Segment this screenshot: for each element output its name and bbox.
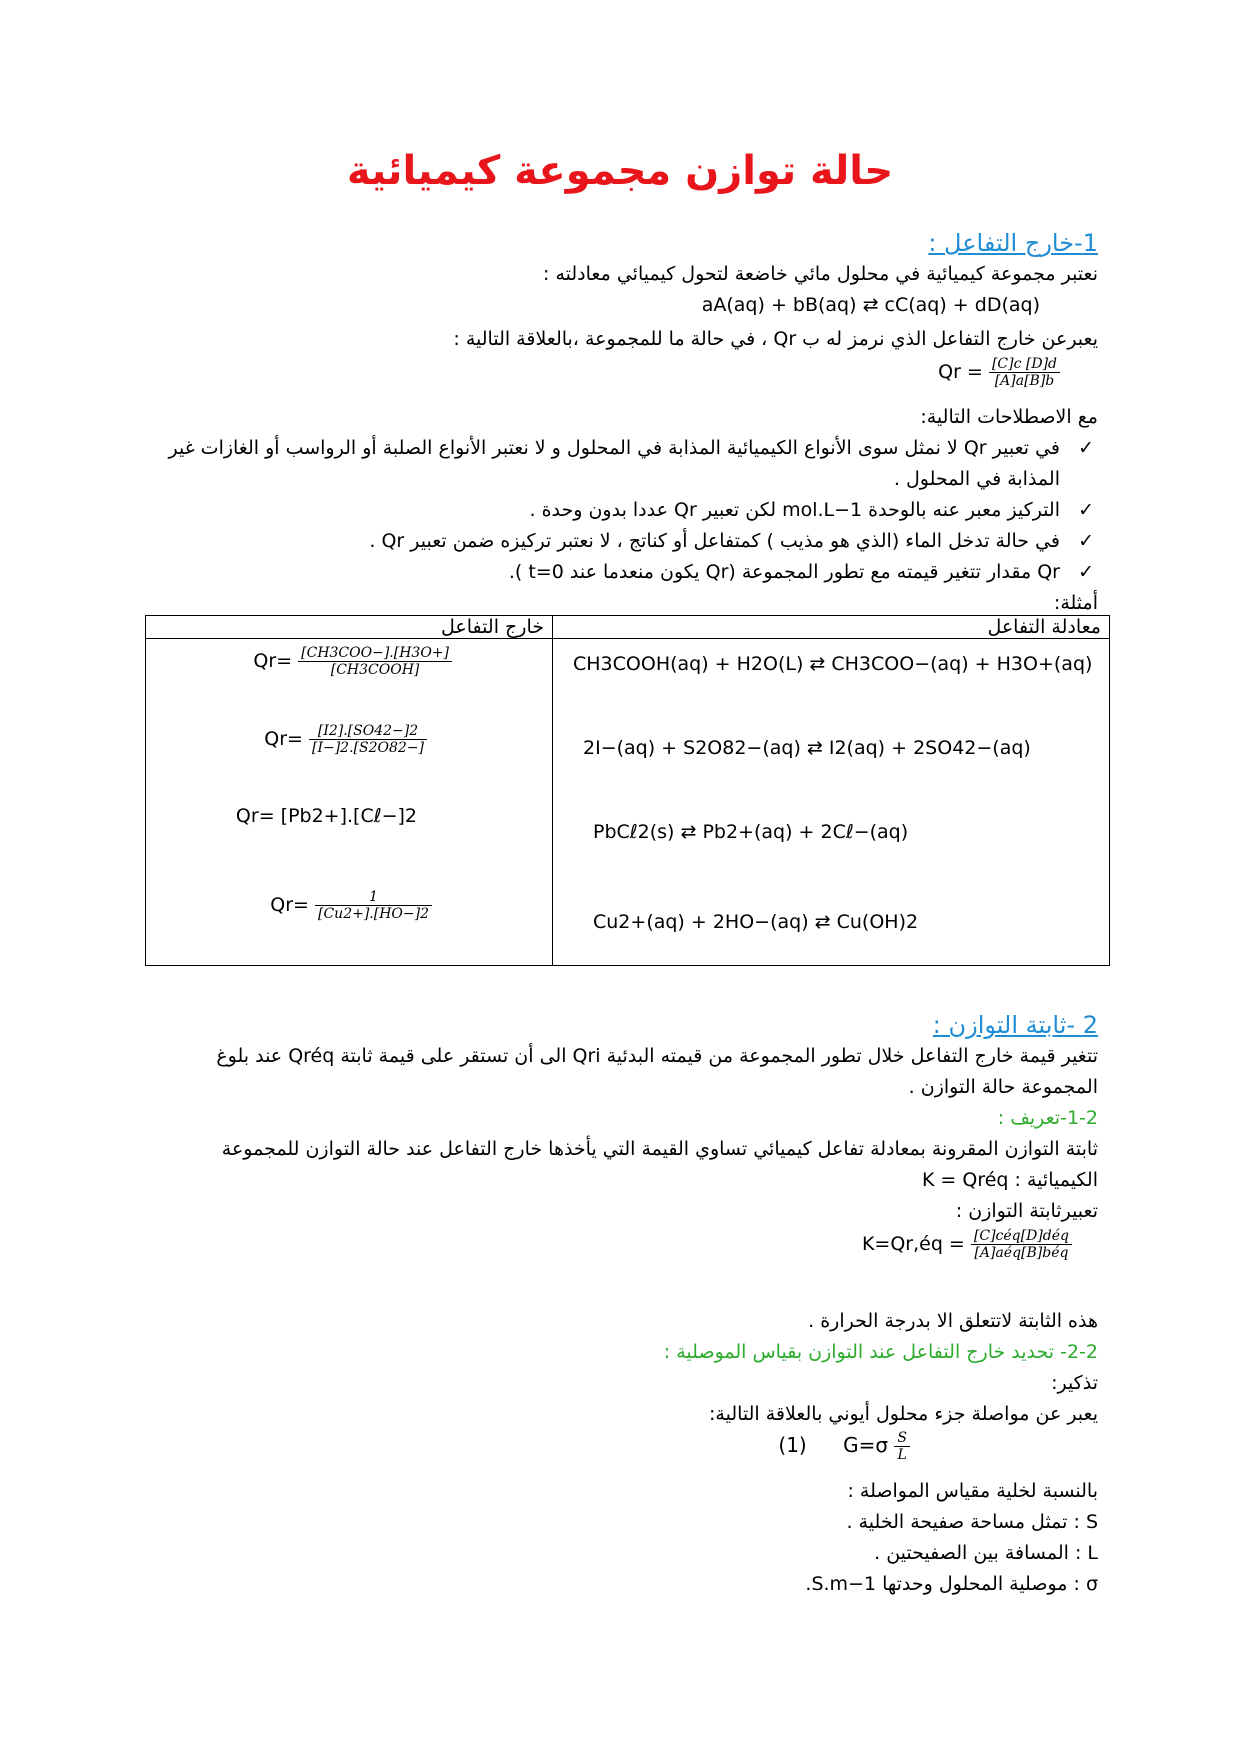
equation-4: Cu2+(aq) + 2HO−(aq) ⇄ Cu(OH)2 xyxy=(593,911,919,933)
k-fraction xyxy=(971,1228,1072,1261)
definition-subheading: 1-2-تعريف : xyxy=(997,1107,1098,1129)
equations-cell xyxy=(553,639,1110,966)
examples-table xyxy=(145,615,1110,966)
k-label: K=Qr,éq = xyxy=(861,1233,965,1256)
quotient-1-numerator: [CH3COO−].[H3O+] xyxy=(298,645,452,662)
quotient-3-value: [Pb2+].[Cℓ−]2 xyxy=(280,805,417,827)
general-reaction-equation xyxy=(702,294,1040,316)
qr-denominator: [A]a[B]b xyxy=(994,373,1055,390)
g-denominator: L xyxy=(897,1447,907,1464)
definition-text: ثابتة التوازن المقرونة بمعادلة تفاعل كيميائي تساوي القيمة التي يأخذها خارج التفاعل عند حالة التوازن للمجموعة الكيميائية : K = Qréq xyxy=(221,1138,1098,1191)
table-body-row xyxy=(146,639,1110,966)
conventions xyxy=(146,402,1098,619)
quotient-1-fraction xyxy=(298,645,452,678)
quotient-4-numerator: 1 xyxy=(315,889,432,906)
section-2-intro: تتغير قيمة خارج التفاعل خلال تطور المجموعة من قيمته البدئية Qri الى أن تستقر على قيمة ثابتة Qréq عند بلوغ المجموعة حالة التوازن . xyxy=(216,1045,1098,1098)
header-reaction-equation: معادلة التفاعل xyxy=(553,616,1110,639)
section-1 xyxy=(146,228,1098,290)
quotient-2-prefix: Qr= xyxy=(264,728,303,751)
examples-label: أمثلة: xyxy=(1053,592,1098,614)
page-title: حالة توازن مجموعة كيميائية xyxy=(346,148,894,194)
conductance-formula xyxy=(778,1430,910,1463)
quotient-4-prefix: Qr= xyxy=(270,894,309,917)
quotient-4 xyxy=(270,889,432,922)
qr-fraction xyxy=(989,356,1060,389)
conventions-label: مع الاصطلاحات التالية: xyxy=(920,406,1098,428)
quotient-1 xyxy=(253,645,452,678)
convention-item: ✓ Qr مقدار تتغير قيمته مع تطور المجموعة (Qr يكون منعدما عند t=0 ). xyxy=(146,557,1098,588)
k-formula xyxy=(862,1228,1072,1261)
section-1-heading: 1-خارج التفاعل : xyxy=(928,229,1098,257)
convention-item: ✓ في تعبير Qr لا نمثل سوى الأنواع الكيميائية المذابة في المحلول و لا نعتبر الأنواع الصلبة أو الرواسب أو الغازات غير المذابة في المحلول . xyxy=(146,433,1098,495)
definition-item: σ : موصلية المحلول وحدتها S.m−1. xyxy=(805,1573,1098,1595)
convention-item: ✓ في حالة تدخل الماء (الذي هو مذيب ) كمتفاعل أو كناتج ، لا نعتبر تركيزه ضمن تعبير Qr . xyxy=(146,526,1098,557)
quotient-2-numerator: [I2].[SO42−]2 xyxy=(309,723,427,740)
k-expression-label: تعبيرثابتة التوازن : xyxy=(955,1200,1098,1222)
definition-item: S : تمثل مساحة صفيحة الخلية . xyxy=(846,1511,1098,1533)
section-2-heading: 2 -ثابتة التوازن : xyxy=(932,1011,1098,1039)
cell-definitions xyxy=(146,1476,1098,1600)
quotient-1-denominator: [CH3COOH] xyxy=(330,662,420,679)
g-fraction xyxy=(894,1430,910,1463)
quotient-3-prefix: Qr= xyxy=(235,805,275,827)
quotient-2-denominator: [I−]2.[S2O82−] xyxy=(312,740,424,757)
quotients-cell xyxy=(146,639,553,966)
general-reaction-text: aA(aq) + bB(aq) ⇄ cC(aq) + dD(aq) xyxy=(701,294,1040,316)
equation-2: 2I−(aq) + S2O82−(aq) ⇄ I2(aq) + 2SO42−(aq) xyxy=(583,737,1031,759)
g-numerator: S xyxy=(894,1430,910,1447)
quotient-2-fraction xyxy=(309,723,427,756)
qr-label: Qr = xyxy=(938,361,983,384)
equation-3: PbCℓ2(s) ⇄ Pb2+(aq) + 2Cℓ−(aq) xyxy=(593,821,909,843)
qr-numerator: [C]c [D]d xyxy=(989,356,1060,373)
k-denominator: [A]aéq[B]béq xyxy=(974,1245,1069,1262)
header-reaction-quotient: خارج التفاعل xyxy=(146,616,553,639)
equation-1: CH3COOH(aq) + H2O(L) ⇄ CH3COO−(aq) + H3O+(aq) xyxy=(573,653,1093,675)
section-2 xyxy=(146,1010,1098,1227)
formula-number: (1) xyxy=(778,1433,807,1458)
temperature-note: هذه الثابتة لاتتعلق الا بدرجة الحرارة . xyxy=(808,1310,1098,1332)
convention-item: ✓ التركيز معبر عنه بالوحدة mol.L−1 لكن تعبير Qr عددا بدون وحدة . xyxy=(146,495,1098,526)
section-2-continued xyxy=(146,1306,1098,1430)
quotient-3 xyxy=(236,805,417,827)
cell-definitions-label: بالنسبة لخلية مقياس المواصلة : xyxy=(847,1480,1098,1502)
quotient-2 xyxy=(264,723,427,756)
reminder-label: تذكير: xyxy=(1051,1372,1098,1394)
qr-formula xyxy=(938,356,1060,389)
qr-definition: يعبرعن خارج التفاعل الذي نرمز له ب Qr ، في حالة ما للمجموعة ،بالعلاقة التالية : xyxy=(453,328,1098,350)
section-1-intro: نعتبر مجموعة كيميائية في محلول مائي خاضعة لتحول كيميائي معادلته : xyxy=(543,263,1098,285)
quotient-1-prefix: Qr= xyxy=(253,650,293,673)
table-header-row xyxy=(146,616,1110,639)
conductivity-subheading: 2-2- تحديد خارج التفاعل عند التوازن بقياس الموصلية : xyxy=(663,1341,1098,1363)
conductance-intro: يعبر عن مواصلة جزء محلول أيوني بالعلاقة التالية: xyxy=(709,1403,1098,1425)
definition-item: L : المسافة بين الصفيحتين . xyxy=(874,1542,1098,1564)
quotient-4-fraction xyxy=(315,889,432,922)
k-numerator: [C]céq[D]déq xyxy=(971,1228,1072,1245)
quotient-4-denominator: [Cu2+].[HO−]2 xyxy=(318,906,429,923)
g-label: G=σ xyxy=(843,1433,889,1458)
